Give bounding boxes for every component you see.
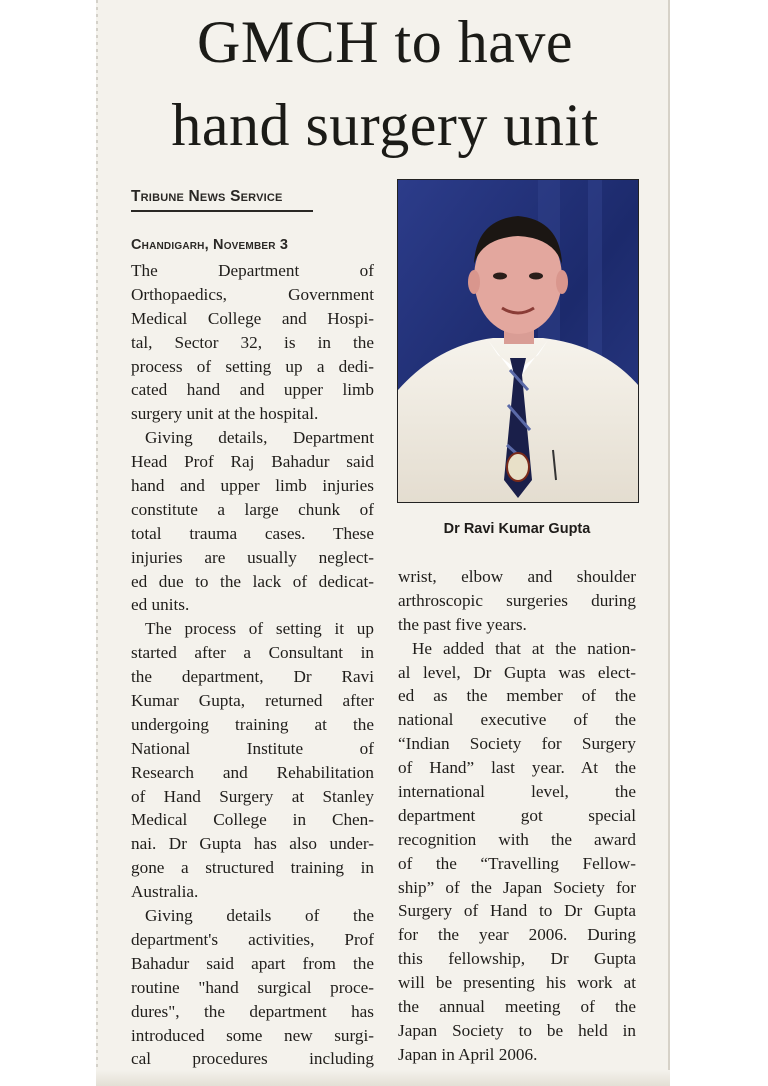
article-line: the department, Dr Ravi <box>131 667 374 687</box>
article-line: National Institute of <box>131 738 374 758</box>
article-line: introduced some new surgi- <box>131 1025 374 1045</box>
article-line: The process of setting it up <box>145 619 374 639</box>
article-line: started after a Consultant in <box>131 643 374 663</box>
article-line: “Indian Society for Surgery <box>398 734 636 754</box>
article-line: cated hand and upper limb <box>131 380 374 400</box>
article-line: injuries are usually neglect- <box>131 547 374 567</box>
portrait-photo <box>397 179 639 503</box>
article-line: process of setting up a dedi- <box>131 356 374 376</box>
clipping-left-edge <box>96 0 98 1086</box>
article-line: international level, the <box>398 782 636 802</box>
article-line: undergoing training at the <box>131 714 374 734</box>
headline-line-2: hand surgery unit <box>171 92 599 158</box>
article-line: surgery unit at the hospital. <box>131 404 319 424</box>
article-line: gone a structured training in <box>131 858 374 878</box>
article-line: wrist, elbow and shoulder <box>398 567 636 586</box>
portrait-illustration <box>398 180 638 502</box>
clipping-right-edge <box>668 0 670 1086</box>
article-line: Head Prof Raj Bahadur said <box>131 452 374 472</box>
article-line: Australia. <box>131 882 199 902</box>
article-line: cal procedures including <box>131 1049 374 1069</box>
article-line: total trauma cases. These <box>131 523 374 543</box>
article-column-2 <box>398 565 636 1067</box>
article-line: tal, Sector 32, is in the <box>131 332 374 352</box>
article-line: He added that at the nation- <box>412 638 636 658</box>
article-line: The Department of <box>131 261 374 280</box>
byline: Tribune News Service <box>131 188 283 205</box>
article-line: dures", the department has <box>131 1001 374 1021</box>
article-line: al level, Dr Gupta was elect- <box>398 662 636 682</box>
article-column-1 <box>131 259 374 1071</box>
article-line: Japan Society to be held in <box>398 1020 636 1040</box>
article-line: department's activities, Prof <box>131 929 374 949</box>
article-line: Medical College in Chen- <box>131 810 374 830</box>
article-line: department got special <box>398 805 636 825</box>
article-line: ed due to the lack of dedicat- <box>131 571 374 591</box>
photo-caption: Dr Ravi Kumar Gupta <box>443 521 591 537</box>
byline-underline <box>131 210 313 212</box>
article-line: for the year 2006. During <box>398 925 636 945</box>
article-line: hand and upper limb injuries <box>131 476 374 496</box>
article-line: nai. Dr Gupta has also under- <box>131 834 374 854</box>
article-line: arthroscopic surgeries during <box>398 590 636 610</box>
article-line: constitute a large chunk of <box>131 499 374 519</box>
article-line: of the “Travelling Fellow- <box>398 853 636 873</box>
article-line: Giving details of the <box>145 906 374 926</box>
article-line: ship” of the Japan Society for <box>398 877 636 897</box>
article-line: Orthopaedics, Government <box>131 284 374 304</box>
article-line: Bahadur said apart from the <box>131 953 374 973</box>
article-line: national executive of the <box>398 710 636 730</box>
article-line: Surgery of Hand to Dr Gupta <box>398 901 636 921</box>
dateline: Chandigarh, November 3 <box>131 237 289 253</box>
article-line: of Hand Surgery at Stanley <box>131 786 374 806</box>
article-line: Giving details, Department <box>145 428 374 448</box>
article-line: recognition with the award <box>398 829 636 849</box>
article-line: of Hand” last year. At the <box>398 758 636 778</box>
article-line: the past five years. <box>398 614 527 634</box>
clipping-bottom-edge <box>96 1070 670 1086</box>
headline-line-1: GMCH to have <box>197 9 573 75</box>
article-line: Research and Rehabilitation <box>131 762 374 782</box>
article-line: ed units. <box>131 595 190 615</box>
article-line: this fellowship, Dr Gupta <box>398 949 636 969</box>
article-line: Medical College and Hospi- <box>131 308 374 328</box>
article-line: Japan in April 2006. <box>398 1044 538 1064</box>
article-line: Kumar Gupta, returned after <box>131 691 374 711</box>
article-line: the annual meeting of the <box>398 997 636 1017</box>
article-line: ed as the member of the <box>398 686 636 706</box>
article-line: will be presenting his work at <box>398 973 636 993</box>
article-line: routine "hand surgical proce- <box>131 977 374 997</box>
